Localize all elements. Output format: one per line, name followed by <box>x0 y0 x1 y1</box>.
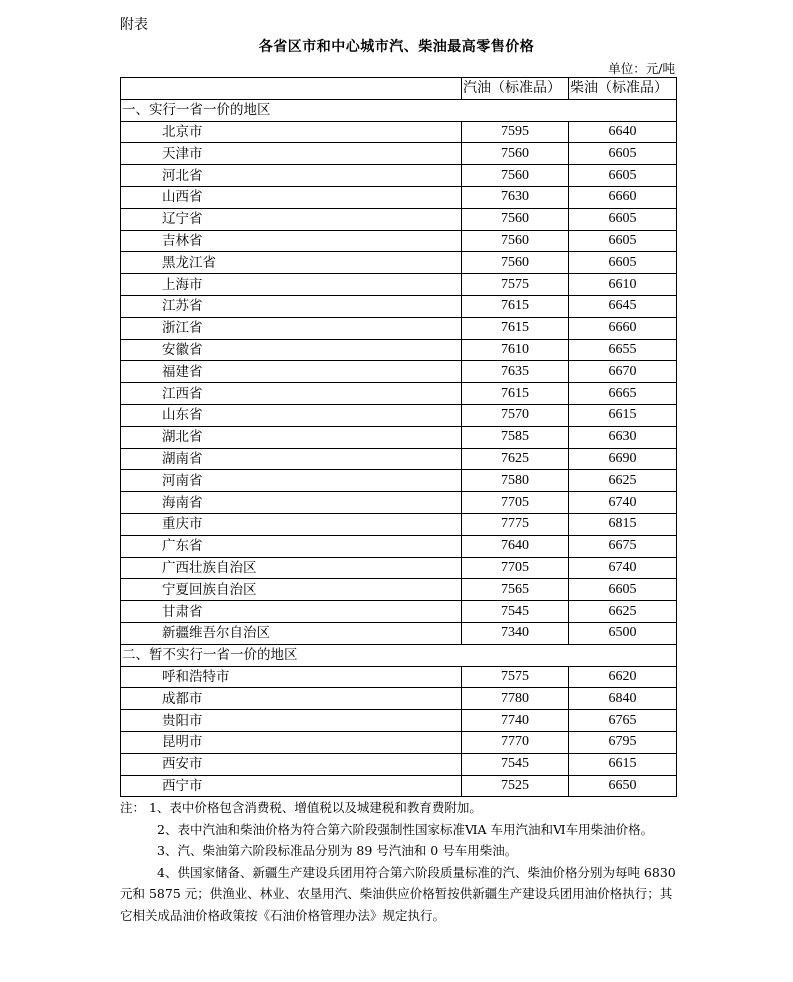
diesel-price: 6615 <box>569 404 677 426</box>
gasoline-price: 7545 <box>462 753 569 775</box>
diesel-price: 6605 <box>569 165 677 187</box>
region-name: 昆明市 <box>121 731 462 753</box>
table-row <box>121 361 677 383</box>
diesel-price: 6650 <box>569 775 677 797</box>
table-row <box>121 208 677 230</box>
gasoline-price: 7565 <box>462 579 569 601</box>
gasoline-price: 7705 <box>462 492 569 514</box>
gasoline-price: 7560 <box>462 208 569 230</box>
gasoline-price: 7575 <box>462 666 569 688</box>
region-name: 黑龙江省 <box>121 252 462 274</box>
table-row <box>121 143 677 165</box>
gasoline-price: 7615 <box>462 383 569 405</box>
table-row <box>121 295 677 317</box>
region-name: 山东省 <box>121 404 462 426</box>
header-diesel: 柴油（标准品） <box>569 78 677 100</box>
diesel-price: 6655 <box>569 339 677 361</box>
diesel-price: 6500 <box>569 622 677 644</box>
table-row <box>121 579 677 601</box>
table-row <box>121 426 677 448</box>
header-region <box>121 78 462 100</box>
table-row <box>121 165 677 187</box>
diesel-price: 6660 <box>569 186 677 208</box>
region-name: 海南省 <box>121 492 462 514</box>
price-table <box>120 77 677 797</box>
table-row <box>121 448 677 470</box>
table-row <box>121 317 677 339</box>
gasoline-price: 7705 <box>462 557 569 579</box>
region-name: 重庆市 <box>121 513 462 535</box>
region-name: 新疆维吾尔自治区 <box>121 622 462 644</box>
gasoline-price: 7615 <box>462 317 569 339</box>
table-row <box>121 252 677 274</box>
diesel-price: 6675 <box>569 535 677 557</box>
table-row <box>121 666 677 688</box>
table-row <box>121 492 677 514</box>
header-gasoline: 汽油（标准品） <box>462 78 569 100</box>
diesel-price: 6765 <box>569 710 677 732</box>
table-row <box>121 535 677 557</box>
notes <box>120 797 676 926</box>
diesel-price: 6615 <box>569 753 677 775</box>
gasoline-price: 7560 <box>462 252 569 274</box>
gasoline-price: 7525 <box>462 775 569 797</box>
diesel-price: 6670 <box>569 361 677 383</box>
gasoline-price: 7610 <box>462 339 569 361</box>
diesel-price: 6605 <box>569 579 677 601</box>
diesel-price: 6625 <box>569 470 677 492</box>
gasoline-price: 7635 <box>462 361 569 383</box>
diesel-price: 6815 <box>569 513 677 535</box>
region-name: 上海市 <box>121 274 462 296</box>
region-name: 江西省 <box>121 383 462 405</box>
table-row <box>121 383 677 405</box>
region-name: 福建省 <box>121 361 462 383</box>
region-name: 西安市 <box>121 753 462 775</box>
diesel-price: 6605 <box>569 208 677 230</box>
region-name: 湖南省 <box>121 448 462 470</box>
diesel-price: 6690 <box>569 448 677 470</box>
region-name: 山西省 <box>121 186 462 208</box>
section-row <box>121 644 677 666</box>
diesel-price: 6740 <box>569 492 677 514</box>
gasoline-price: 7640 <box>462 535 569 557</box>
table-row <box>121 775 677 797</box>
gasoline-price: 7560 <box>462 230 569 252</box>
appendix-label: 附表 <box>120 17 148 33</box>
gasoline-price: 7575 <box>462 274 569 296</box>
diesel-price: 6620 <box>569 666 677 688</box>
gasoline-price: 7780 <box>462 688 569 710</box>
table-row <box>121 230 677 252</box>
table-row <box>121 121 677 143</box>
table-header-row <box>121 78 677 100</box>
region-name: 天津市 <box>121 143 462 165</box>
note-1: 注： 1、表中价格包含消费税、增值税以及城建税和教育费附加。 <box>120 800 482 815</box>
note-4: 4、供国家储备、新疆生产建设兵团用符合第六阶段质量标准的汽、柴油价格分别为每吨 6830 元和 5875 元；供渔业、林业、农垦用汽、柴油供应价格暂按供新疆生产建设兵团用油价格执行；其它相关成品油价格政策按《石油价格管理办法》规定执行。 <box>120 864 676 923</box>
table-row <box>121 513 677 535</box>
diesel-price: 6840 <box>569 688 677 710</box>
table-row <box>121 470 677 492</box>
region-name: 北京市 <box>121 121 462 143</box>
gasoline-price: 7625 <box>462 448 569 470</box>
page-title: 各省区市和中心城市汽、柴油最高零售价格 <box>258 39 535 55</box>
diesel-price: 6625 <box>569 601 677 623</box>
gasoline-price: 7545 <box>462 601 569 623</box>
note-2: 2、表中汽油和柴油价格为符合第六阶段强制性国家标准ⅥA 车用汽油和Ⅵ车用柴油价格。 <box>157 821 654 837</box>
region-name: 西宁市 <box>121 775 462 797</box>
section-label: 二、暂不实行一省一价的地区 <box>121 644 677 666</box>
diesel-price: 6740 <box>569 557 677 579</box>
table-row <box>121 622 677 644</box>
table-row <box>121 601 677 623</box>
region-name: 呼和浩特市 <box>121 666 462 688</box>
gasoline-price: 7770 <box>462 731 569 753</box>
region-name: 甘肃省 <box>121 601 462 623</box>
diesel-price: 6605 <box>569 230 677 252</box>
gasoline-price: 7580 <box>462 470 569 492</box>
diesel-price: 6640 <box>569 121 677 143</box>
gasoline-price: 7585 <box>462 426 569 448</box>
gasoline-price: 7740 <box>462 710 569 732</box>
table-row <box>121 731 677 753</box>
region-name: 安徽省 <box>121 339 462 361</box>
unit-label: 单位：元/吨 <box>608 61 675 76</box>
gasoline-price: 7630 <box>462 186 569 208</box>
region-name: 广东省 <box>121 535 462 557</box>
region-name: 河北省 <box>121 165 462 187</box>
region-name: 吉林省 <box>121 230 462 252</box>
diesel-price: 6665 <box>569 383 677 405</box>
gasoline-price: 7595 <box>462 121 569 143</box>
diesel-price: 6645 <box>569 295 677 317</box>
table-row <box>121 339 677 361</box>
gasoline-price: 7615 <box>462 295 569 317</box>
table-row <box>121 710 677 732</box>
gasoline-price: 7570 <box>462 404 569 426</box>
region-name: 湖北省 <box>121 426 462 448</box>
table-row <box>121 186 677 208</box>
table-row <box>121 274 677 296</box>
region-name: 江苏省 <box>121 295 462 317</box>
diesel-price: 6610 <box>569 274 677 296</box>
diesel-price: 6630 <box>569 426 677 448</box>
diesel-price: 6795 <box>569 731 677 753</box>
region-name: 浙江省 <box>121 317 462 339</box>
region-name: 辽宁省 <box>121 208 462 230</box>
region-name: 宁夏回族自治区 <box>121 579 462 601</box>
gasoline-price: 7560 <box>462 165 569 187</box>
region-name: 广西壮族自治区 <box>121 557 462 579</box>
region-name: 成都市 <box>121 688 462 710</box>
note-3: 3、汽、柴油第六阶段标准品分别为 89 号汽油和 0 号车用柴油。 <box>157 843 518 858</box>
section-label: 一、实行一省一价的地区 <box>121 99 677 121</box>
diesel-price: 6605 <box>569 252 677 274</box>
gasoline-price: 7340 <box>462 622 569 644</box>
diesel-price: 6660 <box>569 317 677 339</box>
gasoline-price: 7775 <box>462 513 569 535</box>
table-row <box>121 688 677 710</box>
region-name: 河南省 <box>121 470 462 492</box>
section-row <box>121 99 677 121</box>
region-name: 贵阳市 <box>121 710 462 732</box>
gasoline-price: 7560 <box>462 143 569 165</box>
table-row <box>121 404 677 426</box>
table-row <box>121 753 677 775</box>
table-row <box>121 557 677 579</box>
diesel-price: 6605 <box>569 143 677 165</box>
